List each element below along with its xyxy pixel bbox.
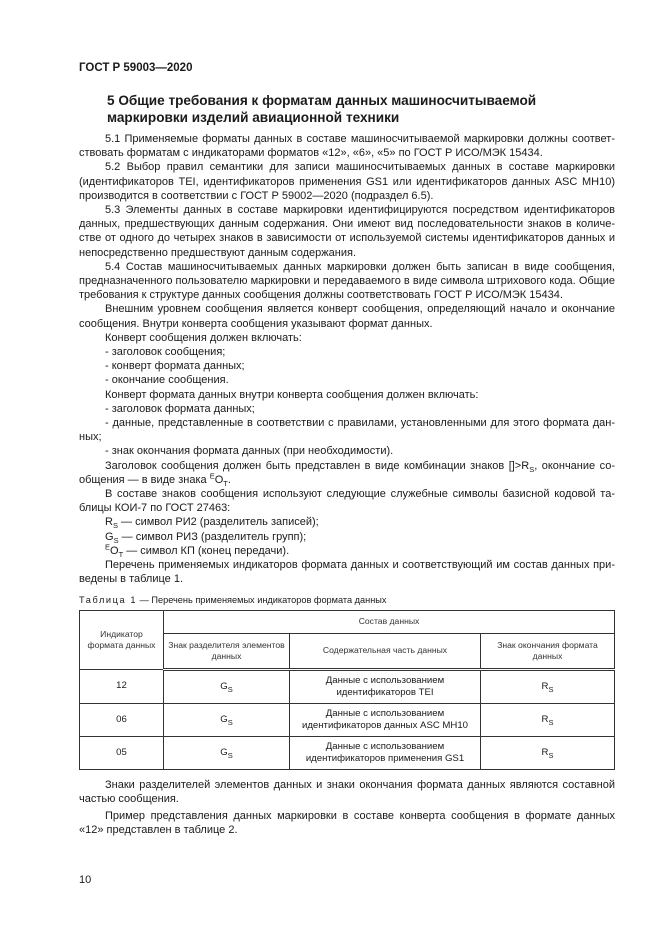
- list-item: - заголовок сообщения;: [105, 346, 226, 359]
- header-separator: Знак разделителя элементов данных: [164, 633, 290, 669]
- header-indicator: Индикатор формата данных: [80, 610, 164, 669]
- koi-paragraph: В составе знаков сообщения используют следующие служебные символы базисной кодовой таблицы КОИ-7 по ГОСТ 27463:: [79, 488, 615, 515]
- paragraph: Внешним уровнем сообщения является конверт сообщения, определяющий начало и окончание сообщения. Внутри конверта сообщения указывают формат данных.: [79, 303, 615, 330]
- symbol-rs: $R_S$ — символ РИ2 (разделитель записей);: [105, 516, 319, 531]
- paragraph: Пример представления данных маркировки в составе конверта сообщения в формате данных «12» представлен в таблице 2.: [79, 809, 615, 837]
- after-table-text: [79, 778, 615, 838]
- list-item: - конверт формата данных;: [105, 360, 245, 373]
- table-row: [80, 669, 615, 703]
- paragraph-5-4: 5.4 Состав машиносчитываемых данных маркировки должен быть записан в виде сообщения, предназначенного пользователю маркировки и передаваемого в виде символа штрихового кода. Общие требования к структуре данных сообщения должны соответствовать ГОСТ Р ИСО/МЭК 15434.: [79, 260, 615, 302]
- end-cell: $R_S$: [481, 669, 615, 703]
- body-text: [79, 132, 615, 587]
- list-item: - данные, представленные в соответствии с правилами, установленными для этого формата данных;: [79, 417, 615, 444]
- section-title: 5 Общие требования к форматам данных машиносчитываемой маркировки изделий авиационной техники: [107, 93, 537, 125]
- end-cell: $R_S$: [481, 736, 615, 769]
- indicator-cell: 06: [80, 703, 164, 736]
- content-cell: Данные с использованием идентификаторов данных ASC MH10: [290, 703, 481, 736]
- header-content: Содержательная часть данных: [290, 633, 481, 669]
- paragraph: Перечень применяемых индикаторов формата данных и соответствующий им состав данных приведены в таблице 1.: [79, 559, 615, 586]
- symbol-gs: $G_S$ — символ РИЗ (разделитель групп);: [105, 530, 307, 545]
- page-number: 10: [79, 874, 92, 887]
- indicator-table: [79, 610, 615, 770]
- paragraph: Знаки разделителей элементов данных и знаки окончания формата данных являются составной частью сообщения.: [79, 778, 615, 805]
- symbol-eot: $^EO_T$ — символ КП (конец передачи).: [105, 542, 290, 560]
- paragraph: Конверт формата данных внутри конверта сообщения должен включать:: [105, 388, 479, 401]
- list-item: - окончание сообщения.: [105, 374, 229, 387]
- list-item: - знак окончания формата данных (при необходимости).: [105, 445, 394, 458]
- end-cell: $R_S$: [481, 703, 615, 736]
- content-cell: Данные с использованием идентификаторов TEI: [290, 669, 481, 703]
- header-paragraph: Заголовок сообщения должен быть представлен в виде комбинации знаков $[]>R_S$, окончание сообщения — в виде знака $^EO_T$.: [79, 459, 616, 489]
- page-content: [79, 0, 615, 887]
- indicator-cell: 05: [80, 736, 164, 769]
- paragraph: Конверт сообщения должен включать:: [105, 331, 302, 344]
- table-row: [80, 736, 615, 769]
- separator-cell: $G_S$: [164, 736, 290, 769]
- paragraph-5-3: 5.3 Элементы данных в составе маркировки идентифицируются посредством идентификаторов данных, предшествующих данным содержания. Они имеют вид последовательности знаков в количестве от одного до четырех знаков в зависимости от используемой системы идентификаторов данных и непосредственно предшествуют данным содержания.: [79, 204, 615, 259]
- separator-cell: $G_S$: [164, 669, 290, 703]
- separator-cell: $G_S$: [164, 703, 290, 736]
- table-caption: Таблица 1 — Перечень применяемых индикаторов формата данных: [79, 594, 387, 605]
- document-header: ГОСТ Р 59003—2020: [79, 62, 193, 74]
- content-cell: Данные с использованием идентификаторов применения GS1: [290, 736, 481, 769]
- header-end: Знак окончания формата данных: [481, 633, 615, 669]
- list-item: - заголовок формата данных;: [105, 402, 255, 415]
- table-row: [80, 703, 615, 736]
- indicator-cell: 12: [80, 669, 164, 703]
- header-composition: Состав данных: [164, 610, 615, 633]
- paragraph-5-2: 5.2 Выбор правил семантики для записи машиносчитываемых данных в составе маркировки (идентификаторов TEI, идентификаторов применения GS1 или идентификаторов данных ASC MH10) производится в соответствии с ГОСТ Р 59002—2020 (подраздел 6.5).: [79, 161, 615, 202]
- paragraph-5-1: 5.1 Применяемые форматы данных в составе машиносчитываемой маркировки должны соответствовать форматам с индикаторами форматов «12», «6», «5» по ГОСТ Р ИСО/МЭК 15434.: [79, 133, 615, 160]
